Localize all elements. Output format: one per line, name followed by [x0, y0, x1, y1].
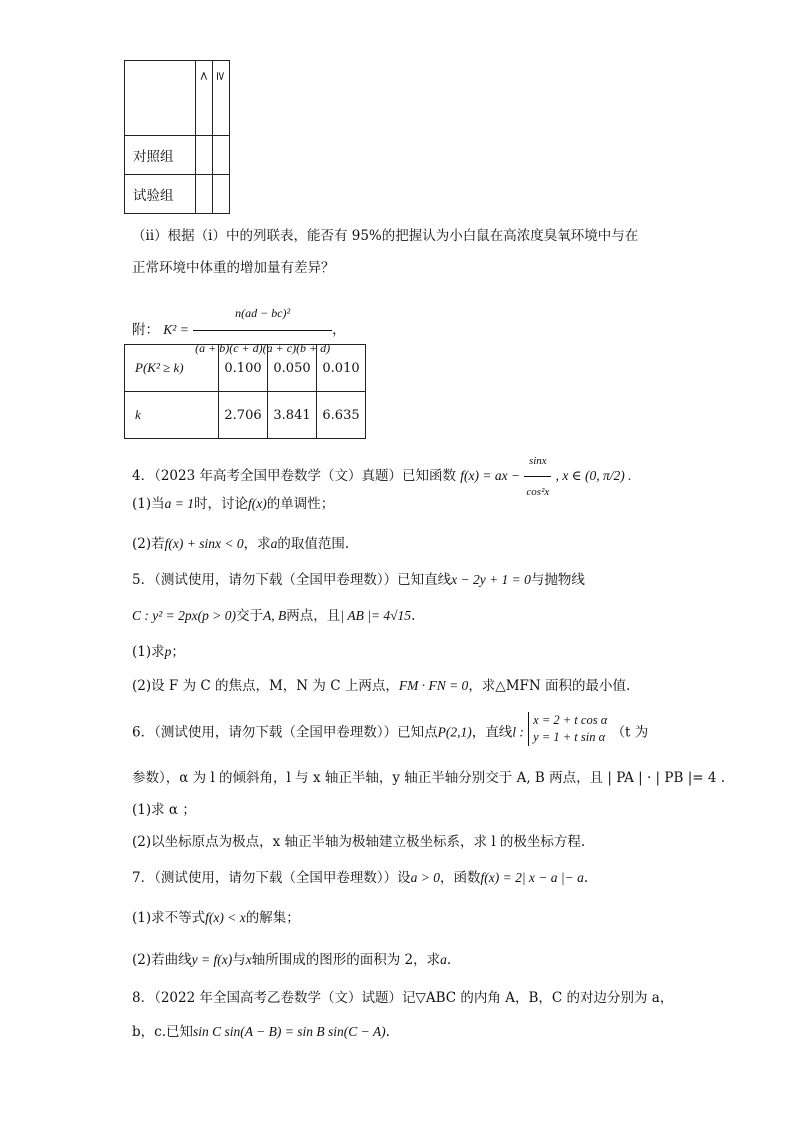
table-cell: 3.841 — [268, 392, 317, 439]
table-row-label: k — [125, 392, 219, 439]
parametric-system: x = 2 + t cos α y = 1 + t sin α — [528, 712, 607, 746]
q5-stem-line2: C : y² = 2px(p > 0)交于A, B两点，且| AB |= 4√15. — [132, 608, 416, 624]
q5-part2: (2)设 F 为 C 的焦点，M，N 为 C 上两点，FM · FN = 0，求△MFN 面积的最小值. — [132, 678, 631, 694]
q3-part2-line2: 正常环境中体重的增加量有差异？ — [132, 260, 335, 276]
table-cell — [213, 175, 230, 214]
critical-value-table — [124, 344, 366, 439]
table-cell: 6.635 — [317, 392, 366, 439]
table-cell — [213, 136, 230, 175]
q7-stem: 7．（测试使用，请勿下载（全国甲卷理数））设a > 0，函数f(x) = 2| x − a |− a. — [132, 870, 589, 886]
q4-part2: (2)若f(x) + sinx < 0，求a的取值范围. — [132, 536, 350, 552]
table-header-cell: < — [196, 61, 213, 136]
k-squared-fraction: $\frac{\text{n(ad − bc)²}}{(a + b)(c + d)(a + c)(b + d)}$ — [193, 296, 332, 365]
q6-stem-line2: 参数），α 为 l 的倾斜角，l 与 x 轴正半轴，y 轴正半轴分别交于 A, B 两点，且 | PA | · | PB |= 4 . — [132, 770, 726, 786]
q8-stem-line2: b，c.已知sin C sin(A − B) = sin B sin(C − A). — [132, 1024, 390, 1040]
table-cell: 0.010 — [317, 345, 366, 392]
table-cell: 0.100 — [219, 345, 268, 392]
q7-part1: (1)求不等式f(x) < x的解集； — [132, 910, 300, 926]
table-cell: 0.050 — [268, 345, 317, 392]
table-cell — [196, 136, 213, 175]
table-row-label: 试验组 — [125, 175, 196, 214]
q7-part2: (2)若曲线y = f(x)与x轴所围成的图形的面积为 2，求a. — [132, 952, 452, 968]
q8-stem: 8．（2022 年全国高考乙卷数学（文）试题）记▽ABC 的内角 A，B，C 的对边分别为 a， — [132, 990, 674, 1006]
table-row-label: 对照组 — [125, 136, 196, 175]
q6-part2: (2)以坐标原点为极点，x 轴正半轴为极轴建立极坐标系，求 l 的极坐标方程. — [132, 834, 586, 850]
table-corner-cell — [125, 61, 196, 136]
table-header-cell: ≥ — [213, 61, 230, 136]
q6-stem: 6．（测试使用，请勿下载（全国甲卷理数））已知点P(2,1)，直线l : x = 2 + t cos α y = 1 + t sin α （t 为 — [132, 713, 649, 744]
q6-part1: (1)求 α ； — [132, 802, 196, 818]
q5-stem: 5．（测试使用，请勿下载（全国甲卷理数））已知直线x − 2y + 1 = 0与抛物线 — [132, 572, 585, 588]
q3-part2-line1: （ⅱ）根据（i）中的列联表，能否有 95%的把握认为小白鼠在高浓度臭氧环境中与在 — [132, 228, 639, 244]
q4-stem: 4．（2023 年高考全国甲卷数学（文）真题）已知函数 f(x) = ax − $\frac{\sin x}{\text{cos²x}}$ , x ∈ (0, π/2) . — [132, 446, 632, 507]
table-cell: 2.706 — [219, 392, 268, 439]
table-row-label: P(K² ≥ k) — [125, 345, 219, 392]
q4-part1: (1)当a = 1时，讨论f(x)的单调性； — [132, 496, 335, 512]
q5-part1: (1)求p； — [132, 644, 185, 660]
q3-appendix-formula: 附： K² = $\frac{\text{n(ad − bc)²}}{(a + b)(c + d)(a + c)(b + d)}$ ， — [132, 296, 346, 365]
contingency-table — [124, 60, 230, 214]
table-cell — [196, 175, 213, 214]
